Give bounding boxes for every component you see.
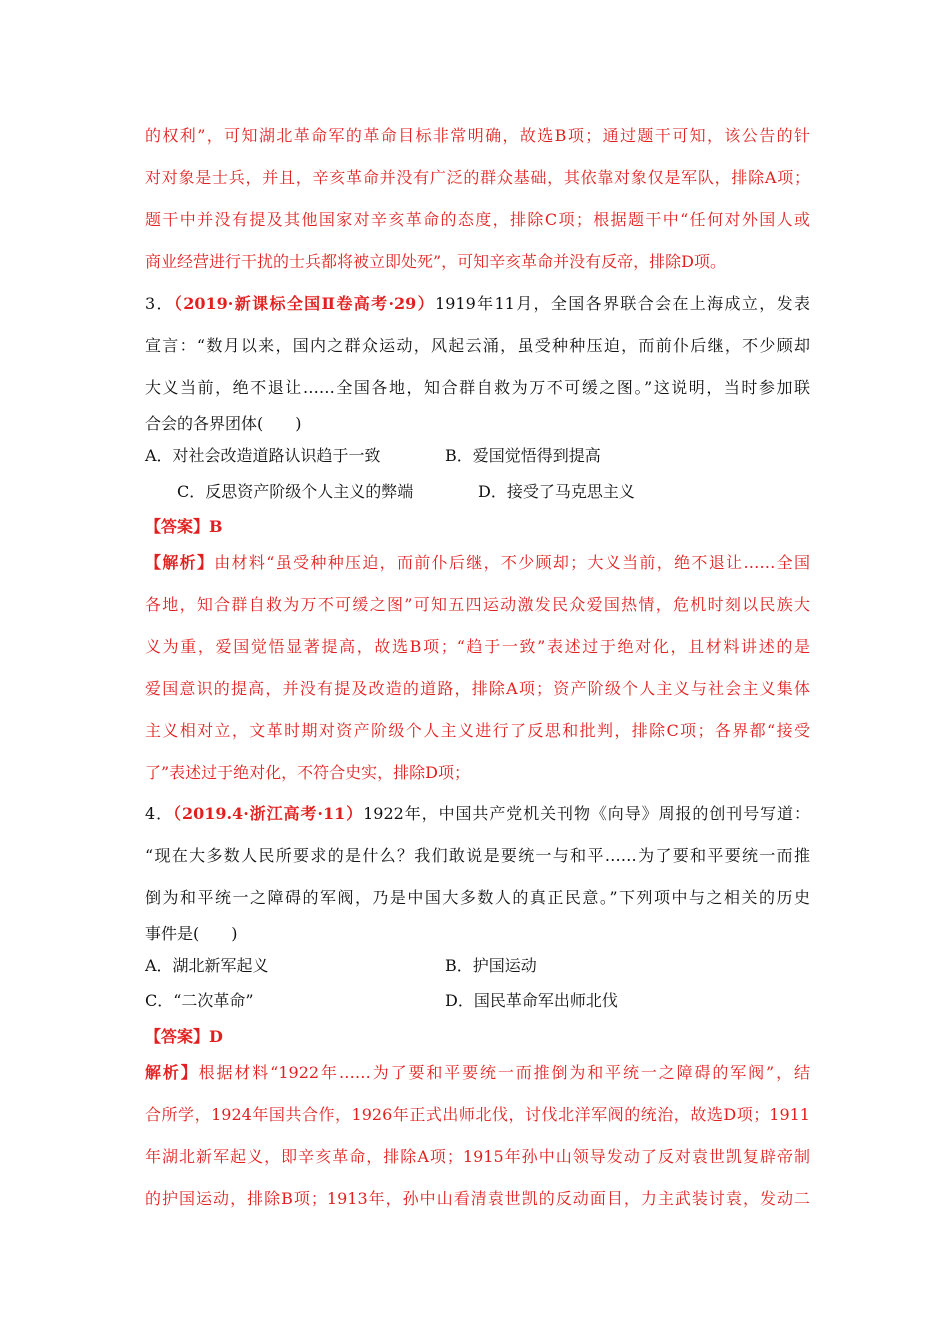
q3-analysis-line-4: 爱国意识的提高，并没有提及改造的道路，排除A项；资产阶级个人主义与社会主义集体 bbox=[145, 679, 810, 698]
q3-stem-first: 1919年11月，全国各界联合会在上海成立，发表 bbox=[435, 294, 810, 313]
q4-analysis-label: 解析】 bbox=[145, 1063, 199, 1082]
q4-stem-line-4: 事件是( ) bbox=[145, 924, 238, 943]
q3-analysis-line-2: 各地，知合群自救为万不可缓之图”可知五四运动激发民众爱国热情，危机时刻以民族大 bbox=[145, 595, 810, 614]
q4-stem-line-1 bbox=[145, 803, 810, 825]
q4-option-b: B．护国运动 bbox=[445, 956, 537, 975]
q4-analysis-first: 根据材料“1922年……为了要和平要统一而推倒为和平统一之障碍的军阀”，结 bbox=[198, 1063, 810, 1082]
q4-analysis-line-4: 的护国运动，排除B项；1913年，孙中山看清袁世凯的反动面目，力主武装讨袁，发动二 bbox=[145, 1189, 810, 1208]
q4-stem-line-3: 倒为和平统一之障碍的军阀，乃是中国大多数人的真正民意。”下列项中与之相关的历史 bbox=[145, 888, 810, 907]
q4-stem-line-2: “现在大多数人民所要求的是什么？我们敢说是要统一与和平……为了要和平要统一而推 bbox=[145, 846, 810, 865]
q3-answer-label: 【答案】 bbox=[145, 517, 210, 536]
analysis-continuation-line-1: 的权利”，可知湖北革命军的革命目标非常明确，故选B项；通过题干可知，该公告的针 bbox=[145, 126, 810, 145]
q3-answer-value: B bbox=[209, 517, 223, 536]
analysis-continuation-line-3: 题干中并没有提及其他国家对辛亥革命的态度，排除C项；根据题干中“任何对外国人或 bbox=[145, 210, 810, 229]
q3-analysis-line-6: 了”表述过于绝对化，不符合史实，排除D项； bbox=[145, 763, 471, 782]
analysis-continuation-line-2: 对对象是士兵，并且，辛亥革命并没有广泛的群众基础，其依靠对象仅是军队，排除A项； bbox=[145, 168, 810, 187]
q4-answer-label: 【答案】 bbox=[145, 1027, 210, 1046]
q3-answer bbox=[145, 516, 223, 538]
q4-analysis-line-1 bbox=[145, 1062, 810, 1084]
q4-stem-first: 1922年，中国共产党机关刊物《向导》周报的创刊号写道： bbox=[363, 804, 810, 823]
q4-option-c: C．“二次革命” bbox=[145, 991, 254, 1010]
q4-analysis-line-2: 合所学，1924年国共合作，1926年正式出师北伐，讨伐北洋军阀的统治，故选D项；1911 bbox=[145, 1105, 810, 1124]
q3-number: 3． bbox=[145, 294, 174, 313]
q3-stem-line-3: 大义当前，绝不退让……全国各地，知合群自救为万不可缓之图。”这说明，当时参加联 bbox=[145, 378, 810, 397]
q3-analysis-line-1 bbox=[145, 552, 810, 574]
q3-stem-line-2: 宣言：“数月以来，国内之群众运动，风起云涌，虽受种种压迫，而前仆后继，不少顾却 bbox=[145, 336, 810, 355]
q4-option-a: A．湖北新军起义 bbox=[145, 956, 269, 975]
q3-stem-line-4: 合会的各界团体( ) bbox=[145, 414, 302, 433]
q4-analysis-line-3: 年湖北新军起义，即辛亥革命，排除A项；1915年孙中山领导发动了反对袁世凯复辟帝制 bbox=[145, 1147, 810, 1166]
q3-analysis-first: 由材料“虽受种种压迫，而前仆后继，不少顾却；大义当前，绝不退让……全国 bbox=[214, 553, 810, 572]
q4-source: （2019.4·浙江高考·11） bbox=[173, 804, 364, 823]
q3-option-c: C．反思资产阶级个人主义的弊端 bbox=[177, 482, 414, 501]
q3-analysis-line-3: 义为重，爱国觉悟显著提高，故选B项；“趋于一致”表述过于绝对化，且材料讲述的是 bbox=[145, 637, 810, 656]
q3-analysis-label: 【解析】 bbox=[145, 553, 215, 572]
q4-answer-value: D bbox=[209, 1027, 223, 1046]
q4-answer bbox=[145, 1026, 223, 1048]
analysis-continuation-line-4: 商业经营进行干扰的士兵都将被立即处死”，可知辛亥革命并没有反帝，排除D项。 bbox=[145, 252, 727, 271]
q3-analysis-line-5: 主义相对立，文革时期对资产阶级个人主义进行了反思和批判，排除C项；各界都“接受 bbox=[145, 721, 810, 740]
q4-number: 4． bbox=[145, 804, 174, 823]
q4-option-d: D．国民革命军出师北伐 bbox=[445, 991, 618, 1010]
q3-source: （2019·新课标全国Ⅱ卷高考·29） bbox=[173, 294, 436, 313]
q3-stem-line-1 bbox=[145, 293, 810, 315]
q3-option-d: D．接受了马克思主义 bbox=[478, 482, 635, 501]
q3-option-b: B．爱国觉悟得到提高 bbox=[445, 446, 601, 465]
q3-option-a: A．对社会改造道路认识趋于一致 bbox=[145, 446, 381, 465]
